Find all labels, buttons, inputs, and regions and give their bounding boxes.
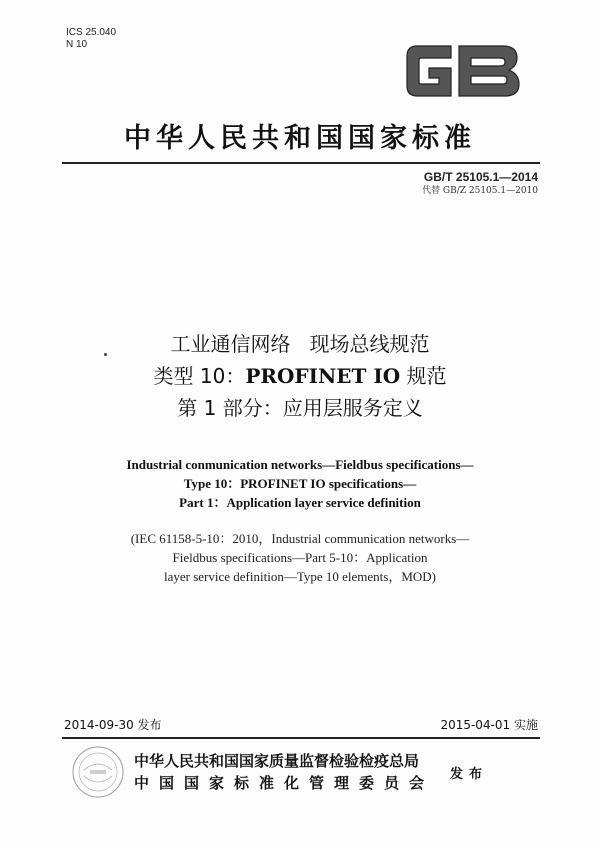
- iec-line-3: layer service definition—Type 10 elements，MOD): [163, 569, 436, 584]
- effective-date: 2015-04-01 实施: [440, 718, 538, 732]
- en-title-line-3: Part 1：Application layer service definition: [179, 495, 421, 510]
- iec-line-2: Fieldbus specifications—Part 5-10：Application: [172, 550, 428, 565]
- iec-line-1: (IEC 61158-5-10：2010，Industrial communication networks—: [130, 531, 470, 546]
- anti-counterfeit-seal: [70, 744, 126, 800]
- classification-codes: [66, 27, 116, 51]
- standard-number: GB/T 25105.1—2014: [423, 170, 538, 184]
- footer-rule: [62, 737, 540, 739]
- cn-title-line-3: 第 1 部分：应用层服务定义: [177, 396, 423, 420]
- cn-title-line-2-pre: 类型 10：: [153, 364, 246, 388]
- ccs-code: N 10: [66, 39, 88, 50]
- iec-reference: [0, 529, 600, 586]
- document-title-english: [0, 455, 600, 512]
- publish-label: 发布: [450, 767, 489, 782]
- header-rule: [62, 162, 540, 164]
- ics-code: ICS 25.040: [66, 27, 117, 38]
- issue-date: 2014-09-30 发布: [64, 718, 162, 732]
- national-standard-title: 中华人民共和国国家标准: [124, 123, 476, 154]
- publisher-line-1: 中华人民共和国国家质量监督检验检疫总局: [134, 752, 420, 770]
- replaces-note: 代替 GB/Z 25105.1—2010: [422, 186, 538, 196]
- en-title-line-2: Type 10：PROFINET IO specifications—: [183, 476, 417, 491]
- publisher-line-2: 中国国家标准化管理委员会: [134, 774, 435, 792]
- cn-title-line-1: 工业通信网络 现场总线规范: [170, 332, 430, 356]
- cn-title-line-2: [0, 360, 600, 392]
- cn-title-line-2-en: PROFINET IO: [245, 364, 401, 388]
- gb-logo: [403, 38, 525, 104]
- en-title-line-1: Industrial conmunication networks—Fieldbus specifications—: [126, 457, 474, 472]
- document-title-chinese: [0, 328, 600, 424]
- publisher-names: [134, 750, 434, 794]
- cn-title-line-2-post: 规范: [400, 364, 447, 388]
